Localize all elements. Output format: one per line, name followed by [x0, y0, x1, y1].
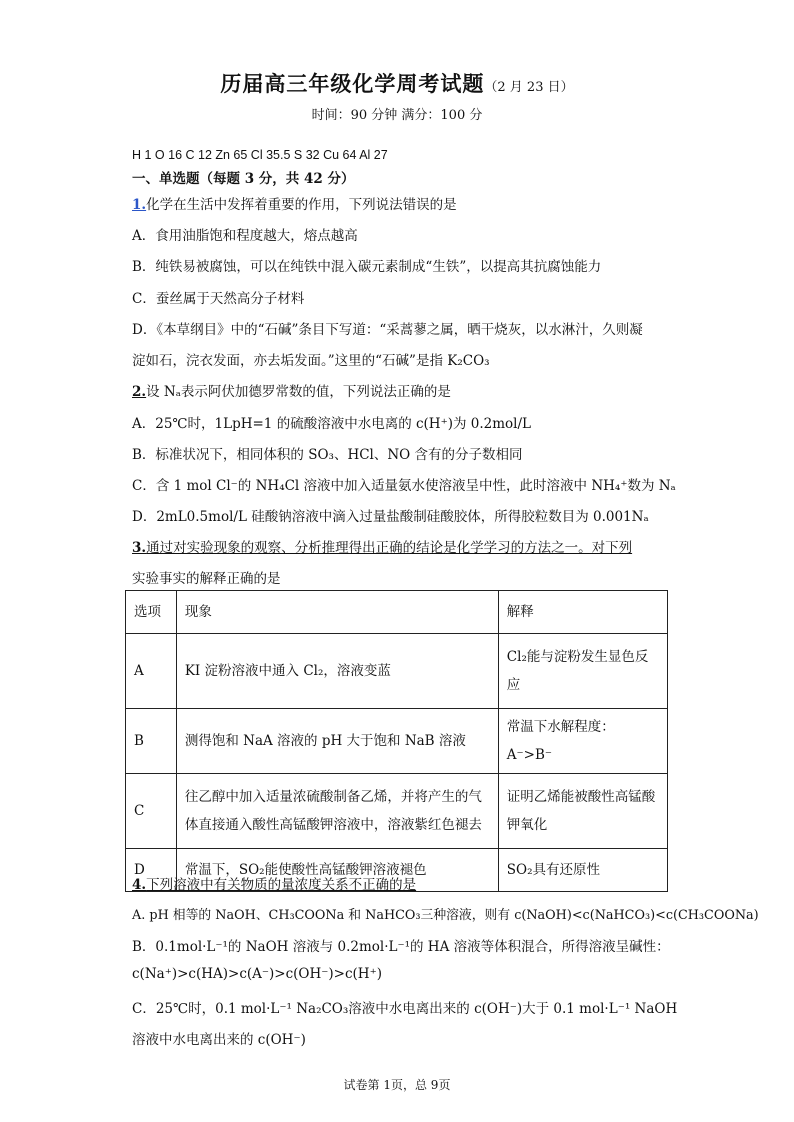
table-row — [126, 774, 668, 849]
section-heading: 一、单选题（每题 3 分，共 42 分） — [132, 171, 355, 187]
question-2-option-b: B．标准状况下，相同体积的 SO₃、HCl、NO 含有的分子数相同 — [132, 447, 523, 463]
question-1-stem — [132, 193, 457, 213]
table-cell-phenomenon: 往乙醇中加入适量浓硫酸制备乙烯，并将产生的气体直接通入酸性高锰酸钾溶液中，溶液紫红色褪去 — [176, 774, 498, 849]
table-cell-explanation: 常温下水解程度：A⁻>B⁻ — [498, 709, 667, 774]
question-2-option-c: C．含 1 mol Cl⁻的 NH₄Cl 溶液中加入适量氨水使溶液呈中性，此时溶液中 NH₄⁺数为 Nₐ — [132, 478, 676, 494]
question-1-option-a: A．食用油脂饱和程度越大，熔点越高 — [132, 228, 358, 244]
question-3-number: 3. — [132, 540, 147, 556]
question-1-number[interactable]: 1. — [132, 197, 147, 213]
question-1-option-b: B．纯铁易被腐蚀，可以在纯铁中混入碳元素制成“生铁”，以提高其抗腐蚀能力 — [132, 259, 602, 275]
question-4-number: 4. — [132, 877, 147, 893]
table-header-option: 选项 — [126, 591, 177, 634]
table-cell-option: D — [126, 849, 177, 892]
question-4-option-c-line2: 溶液中水电离出来的 c(OH⁻) — [132, 1032, 306, 1048]
table-header-row — [126, 591, 668, 634]
table-cell-option: C — [126, 774, 177, 849]
table-cell-option: A — [126, 634, 177, 709]
question-4-stem — [132, 873, 416, 893]
question-2-number: 2. — [132, 384, 147, 400]
page-footer: 试卷第 1页，总 9页 — [343, 1078, 451, 1092]
question-4-option-a: A. pH 相等的 NaOH、CH₃COONa 和 NaHCO₃三种溶液，则有 c(NaOH)<c(NaHCO₃)<c(CH₃COONa) — [132, 908, 759, 923]
question-4-option-b-line1: B．0.1mol·L⁻¹的 NaOH 溶液与 0.2mol·L⁻¹的 HA 溶液等体积混合，所得溶液呈碱性： — [132, 939, 670, 955]
question-4-text: 下列溶液中有关物质的量浓度关系不正确的是 — [146, 877, 417, 893]
question-4-option-b-line2: c(Na⁺)>c(HA)>c(A⁻)>c(OH⁻)>c(H⁺) — [132, 966, 382, 982]
question-1-option-c: C．蚕丝属于天然高分子材料 — [132, 291, 305, 307]
question-1-option-d-line1: D．《本草纲目》中的“石碱”条目下写道：“采蒿蓼之属，晒干烧灰，以水淋汁，久则凝 — [132, 322, 643, 338]
experiment-table — [125, 590, 668, 892]
table-cell-explanation: Cl₂能与淀粉发生显色反应 — [498, 634, 667, 709]
table-header-explanation: 解释 — [498, 591, 667, 634]
table-row — [126, 709, 668, 774]
table-cell-explanation: 证明乙烯能被酸性高锰酸钾氧化 — [498, 774, 667, 849]
question-1-option-d-line2: 淀如石，浣衣发面，亦去垢发面。”这里的“石碱”是指 K₂CO₃ — [132, 353, 490, 369]
table-cell-explanation: SO₂具有还原性 — [498, 849, 667, 892]
question-3-text: 通过对实验现象的观察、分析推理得出正确的结论是化学学习的方法之一。对下列 — [146, 540, 633, 556]
question-4-option-c-line1: C．25℃时，0.1 mol·L⁻¹ Na₂CO₃溶液中水电离出来的 c(OH⁻)大于 0.1 mol·L⁻¹ NaOH — [132, 1001, 678, 1017]
table-row — [126, 634, 668, 709]
question-2-text: 设 Nₐ表示阿伏加德罗常数的值，下列说法正确的是 — [146, 384, 451, 400]
table-cell-phenomenon: 常温下，SO₂能使酸性高锰酸钾溶液褪色 — [176, 849, 498, 892]
table-header-phenomenon: 现象 — [176, 591, 498, 634]
question-1-text: 化学在生活中发挥着重要的作用，下列说法错误的是 — [146, 197, 457, 213]
exam-title — [0, 68, 794, 98]
table-cell-phenomenon: 测得饱和 NaA 溶液的 pH 大于饱和 NaB 溶液 — [176, 709, 498, 774]
question-2-option-d: D．2mL0.5mol/L 硅酸钠溶液中滴入过量盐酸制硅酸胶体，所得胶粒数目为 0.001Nₐ — [132, 509, 649, 525]
time-score-line: 时间：90 分钟 满分：100 分 — [311, 108, 483, 123]
atomic-mass-list: H 1 O 16 C 12 Zn 65 Cl 35.5 S 32 Cu 64 Al 27 — [132, 148, 388, 162]
table-cell-phenomenon: KI 淀粉溶液中通入 Cl₂，溶液变蓝 — [176, 634, 498, 709]
table-cell-option: B — [126, 709, 177, 774]
title-text: 历届高三年级化学周考试题 — [220, 71, 485, 96]
question-3-stem-line2: 实验事实的解释正确的是 — [132, 571, 281, 587]
question-2-option-a: A．25℃时，1LpH=1 的硫酸溶液中水电离的 c(H⁺)为 0.2mol/L — [132, 416, 531, 432]
question-2-stem — [132, 380, 451, 400]
title-date-note: （2 月 23 日） — [484, 80, 574, 95]
question-3-stem-line1 — [132, 536, 632, 556]
